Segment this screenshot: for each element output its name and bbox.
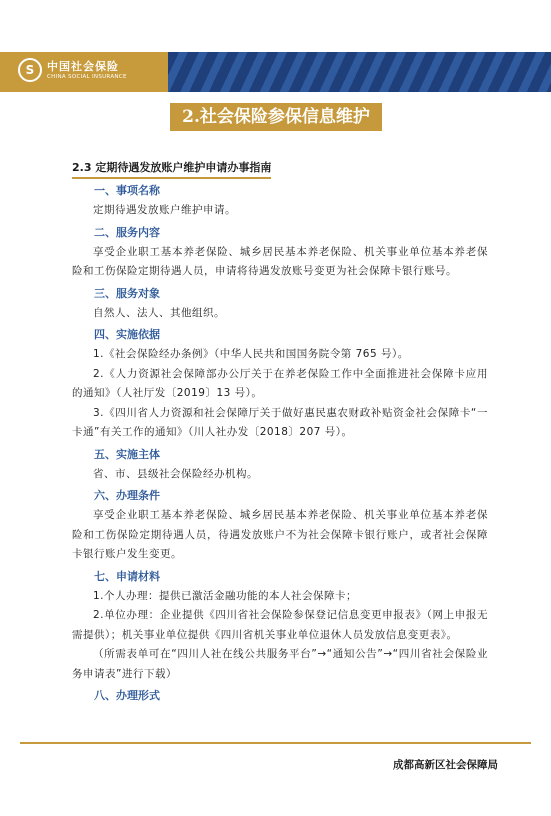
china-social-insurance-logo <box>18 58 127 82</box>
section-paragraph: 2.《人力资源社会保障部办公厅关于在养老保险工作中全面推进社会保障卡应用的通知》（人社厅发〔2019〕13 号）。 <box>72 367 488 399</box>
section-title: 2.社会保险参保信息维护 <box>170 103 382 131</box>
section-paragraph: 自然人、法人、其他组织。 <box>93 306 225 319</box>
page-header <box>0 52 551 92</box>
guide-content <box>72 156 488 706</box>
subsection-title: 2.3 定期待遇发放账户维护申请办事指南 <box>72 159 271 179</box>
section-heading: 四、实施依据 <box>94 328 160 341</box>
section-paragraph: 省、市、县级社会保险经办机构。 <box>93 467 258 480</box>
section-paragraph: 3.《四川省人力资源和社会保障厅关于做好惠民惠农财政补贴资金社会保障卡“一卡通”有关工作的通知》（川人社办发〔2018〕207 号）。 <box>72 406 488 438</box>
section-heading: 三、服务对象 <box>94 286 160 300</box>
section-paragraph: 定期待遇发放账户维护申请。 <box>93 204 236 216</box>
logo-english-name: CHINA SOCIAL INSURANCE <box>47 73 127 80</box>
section-heading: 一、事项名称 <box>94 184 160 197</box>
section-paragraph: 享受企业职工基本养老保险、城乡居民基本养老保险、机关事业单位基本养老保险和工伤保险定期待遇人员，待遇发放账户不为社会保障卡银行账户，或者社会保障卡银行账户发生变更。 <box>72 509 488 560</box>
section-heading: 六、办理条件 <box>94 489 160 502</box>
section-paragraph: （所需表单可在“四川人社在线公共服务平台”→“通知公告”→“四川省社会保险业务申请表”进行下载） <box>72 648 488 680</box>
footer-divider <box>20 742 531 744</box>
logo-text <box>47 60 127 81</box>
section-paragraph: 2.单位办理：企业提供《四川省社会保险参保登记信息变更申报表》（网上申报无需提供）；机关事业单位提供《四川省机关事业单位退休人员发放信息变更表》。 <box>72 609 488 641</box>
section-paragraph: 1.个人办理：提供已激活金融功能的本人社会保障卡； <box>93 589 358 602</box>
section-paragraph: 享受企业职工基本养老保险、城乡居民基本养老保险、机关事业单位基本养老保险和工伤保险定期待遇人员，申请将待遇发放账号变更为社会保障卡银行账号。 <box>72 245 488 277</box>
logo-emblem-icon: S <box>18 58 42 82</box>
logo-chinese-name: 中国社会保险 <box>47 59 119 73</box>
section-paragraph: 1.《社会保险经办条例》（中华人民共和国国务院令第 765 号）。 <box>93 348 409 360</box>
section-heading: 七、申请材料 <box>94 569 160 583</box>
section-heading: 八、办理形式 <box>94 689 160 702</box>
section-heading: 二、服务内容 <box>94 225 160 239</box>
section-heading: 五、实施主体 <box>94 447 160 461</box>
footer-organization: 成都高新区社会保障局 <box>393 759 498 771</box>
header-blue-stripes <box>168 52 551 92</box>
